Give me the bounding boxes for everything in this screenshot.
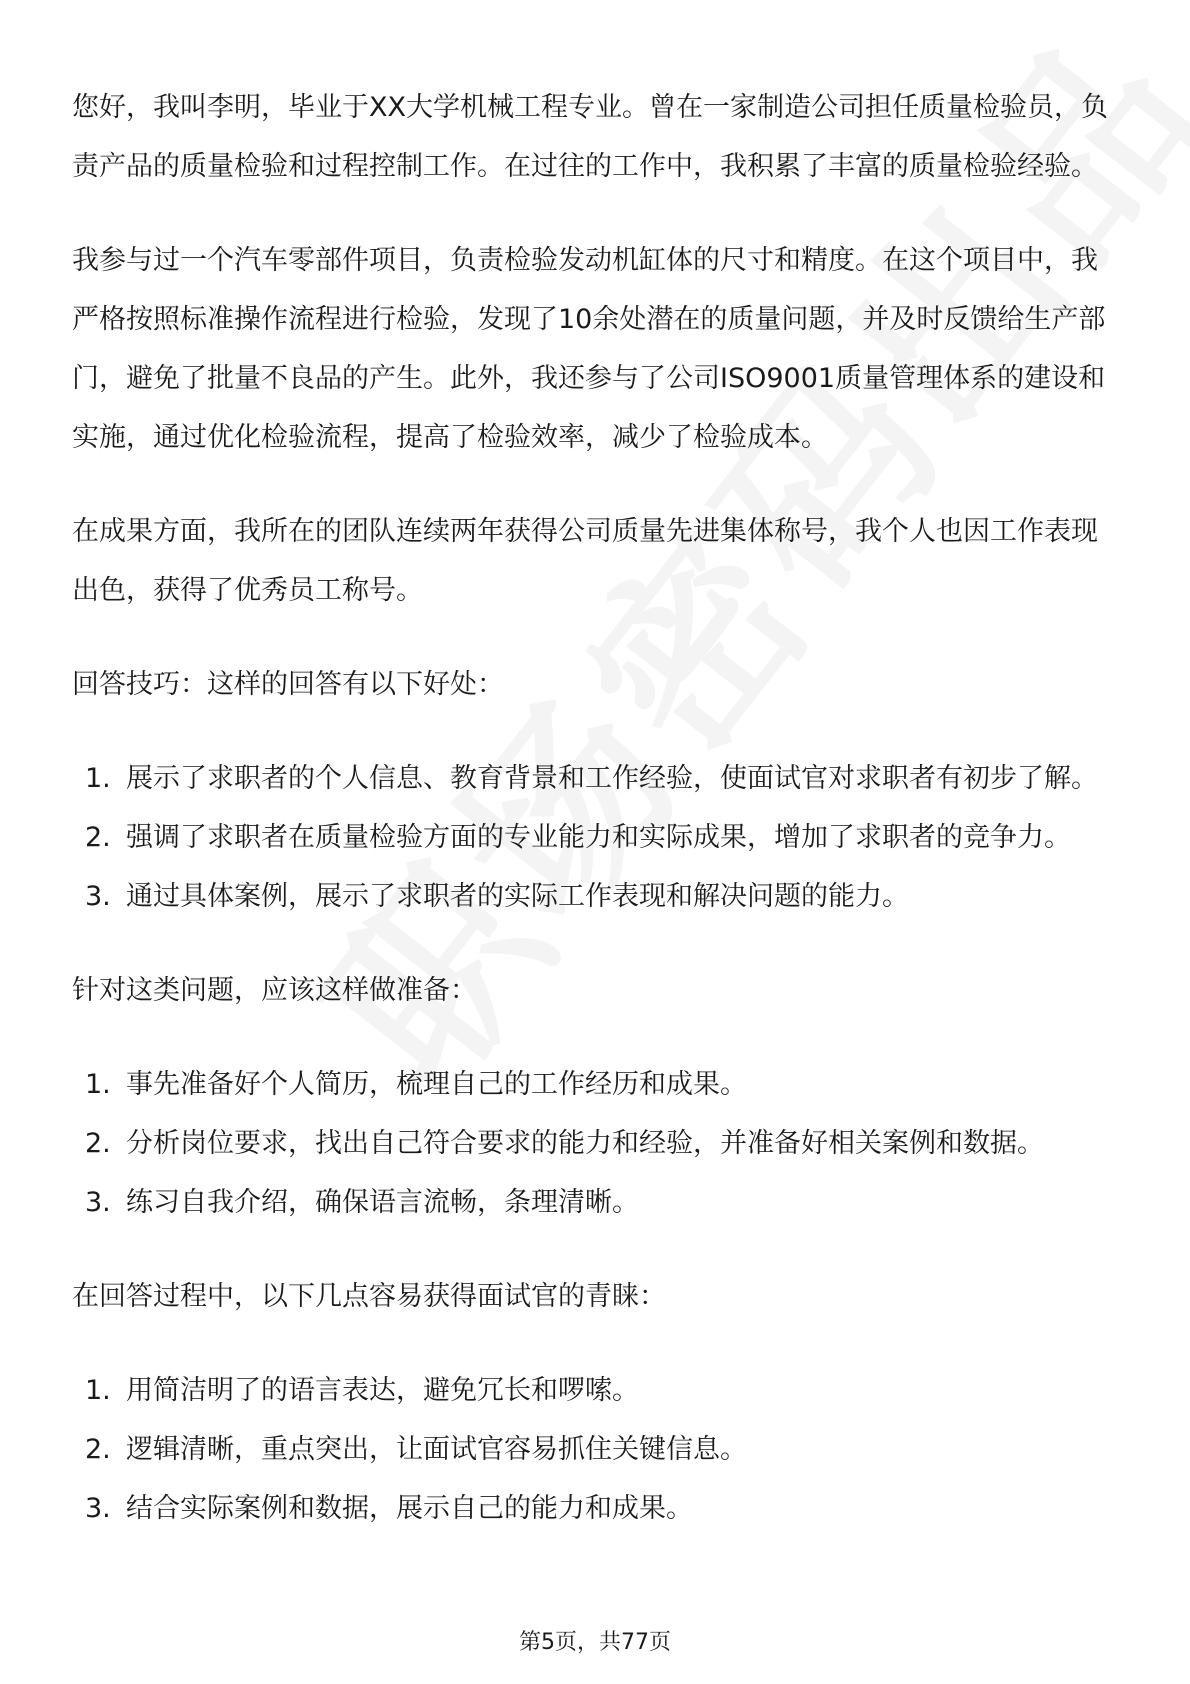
list-item-number: 1. <box>85 763 111 794</box>
list-item <box>72 1173 1122 1232</box>
list-item-text: 用简洁明了的语言表达，避免冗长和啰嗦。 <box>126 1375 639 1406</box>
list-item-text: 通过具体案例，展示了求职者的实际工作表现和解决问题的能力。 <box>126 881 909 912</box>
list-item-number: 2. <box>85 1434 111 1465</box>
page-number: 第5页，共77页 <box>519 1630 671 1655</box>
list-item <box>72 749 1122 808</box>
list-item <box>72 1479 1122 1538</box>
list-item-text: 结合实际案例和数据，展示自己的能力和成果。 <box>126 1493 693 1524</box>
list-item-text: 练习自我介绍，确保语言流畅，条理清晰。 <box>126 1187 639 1218</box>
list-item-text: 展示了求职者的个人信息、教育背景和工作经验，使面试官对求职者有初步了解。 <box>126 763 1098 794</box>
list-item-text: 强调了求职者在质量检验方面的专业能力和实际成果，增加了求职者的竞争力。 <box>126 822 1071 853</box>
list-item-number: 1. <box>85 1069 111 1100</box>
document-body <box>72 78 1122 1573</box>
list-item <box>72 808 1122 867</box>
section-heading-favor: 在回答过程中，以下几点容易获得面试官的青睐： <box>72 1281 666 1312</box>
list-preparation <box>72 1055 1122 1232</box>
list-item <box>72 1420 1122 1479</box>
list-item-text: 逻辑清晰，重点突出，让面试官容易抓住关键信息。 <box>126 1434 747 1465</box>
list-item <box>72 1114 1122 1173</box>
paragraph-intro: 您好，我叫李明，毕业于XX大学机械工程专业。曾在一家制造公司担任质量检验员，负责产品的质量检验和过程控制工作。在过往的工作中，我积累了丰富的质量检验经验。 <box>72 92 1108 182</box>
list-favor <box>72 1361 1122 1538</box>
paragraph-achievement: 在成果方面，我所在的团队连续两年获得公司质量先进集体称号，我个人也因工作表现出色，获得了优秀员工称号。 <box>72 516 1098 606</box>
paragraph-project: 我参与过一个汽车零部件项目，负责检验发动机缸体的尺寸和精度。在这个项目中，我严格按照标准操作流程进行检验，发现了10余处潜在的质量问题，并及时反馈给生产部门，避免了批量不良品的产生。此外，我还参与了公司ISO9001质量管理体系的建设和实施，通过优化检验流程，提高了检验效率，减少了检验成本。 <box>72 245 1106 453</box>
list-item-number: 2. <box>85 822 111 853</box>
list-item-number: 1. <box>85 1375 111 1406</box>
list-item-number: 3. <box>85 1187 111 1218</box>
list-item <box>72 1361 1122 1420</box>
list-item <box>72 867 1122 926</box>
list-item-text: 分析岗位要求，找出自己符合要求的能力和经验，并准备好相关案例和数据。 <box>126 1128 1044 1159</box>
list-item-number: 3. <box>85 881 111 912</box>
section-heading-tips: 回答技巧：这样的回答有以下好处： <box>72 669 504 700</box>
list-item-number: 3. <box>85 1493 111 1524</box>
list-item-text: 事先准备好个人简历，梳理自己的工作经历和成果。 <box>126 1069 747 1100</box>
list-item-number: 2. <box>85 1128 111 1159</box>
section-heading-preparation: 针对这类问题，应该这样做准备： <box>72 975 477 1006</box>
list-item <box>72 1055 1122 1114</box>
list-tips <box>72 749 1122 926</box>
